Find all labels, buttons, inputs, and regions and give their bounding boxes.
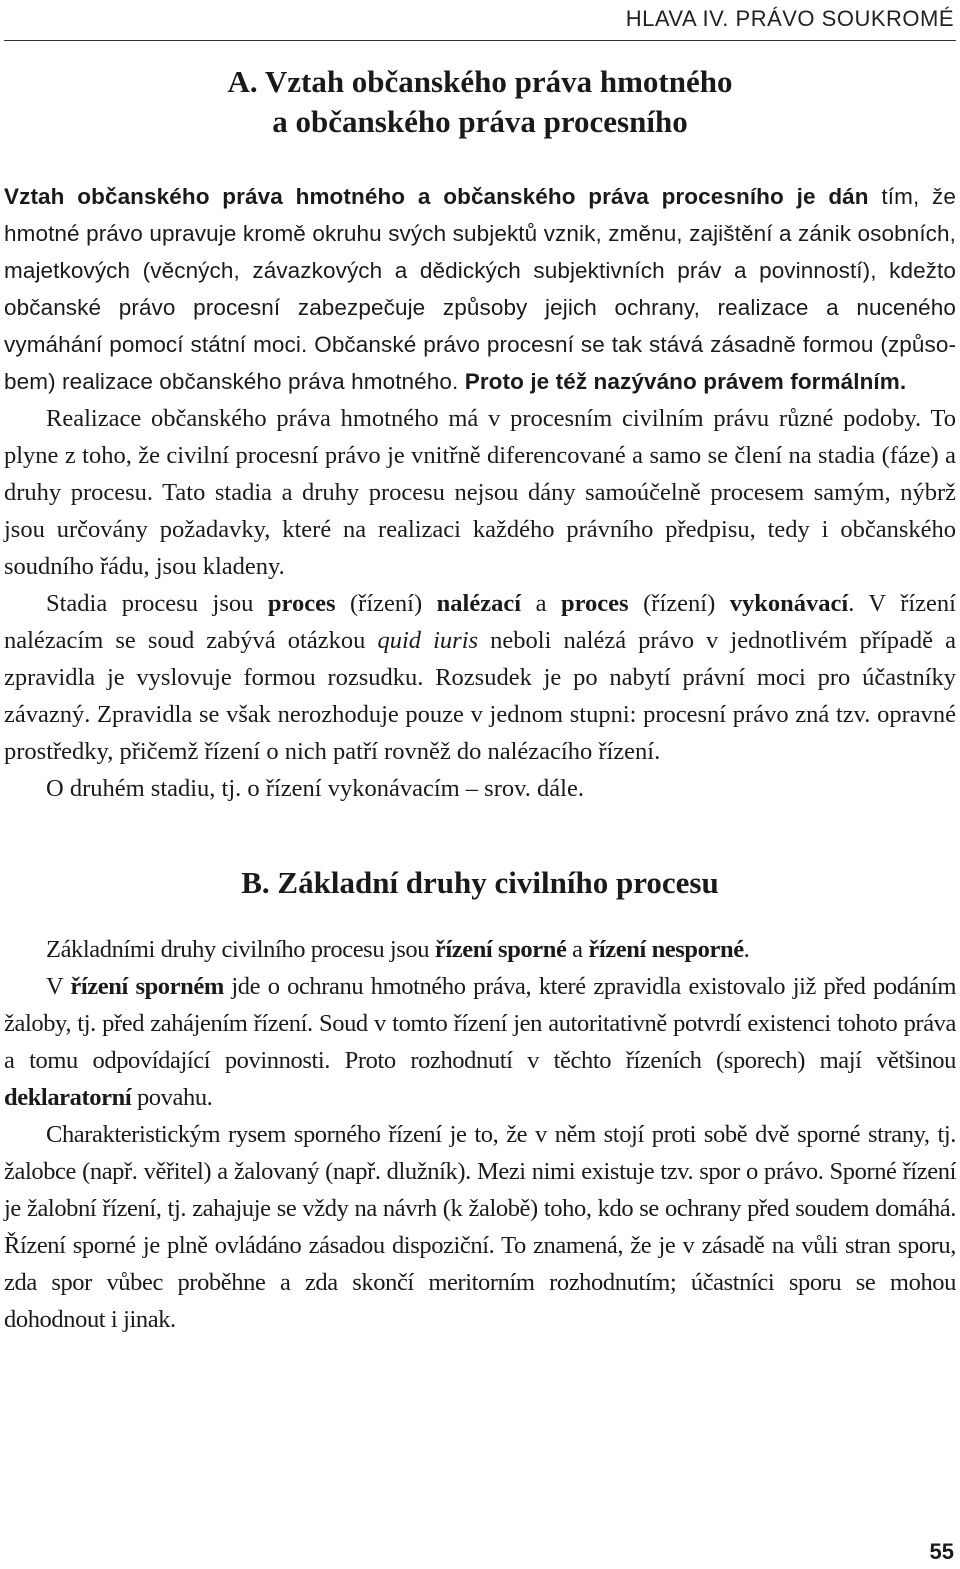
section-b-title: B. Základní druhy civilního procesu <box>241 865 719 900</box>
lead-bold-text: Vztah občanského práva hmotného a občanského práva procesního je dán <box>4 184 869 209</box>
paragraph-text: . V řízení nalézacím se soud zabývá otázkou <box>4 590 956 654</box>
paragraph-text: jde o ochranu hmotného práva, které zpravidla existovalo již před podáním žaloby, tj. před zahájením řízení. Soud v tomto řízení jen autoritativně potvrdí existenci tohoto práva a tomu odpovídající povinnosti. Proto rozhodnutí v těchto řízeních (sporech) mají většinou <box>4 973 956 1074</box>
paragraph-text: a <box>566 936 589 963</box>
paragraph-text: . <box>743 936 750 963</box>
paragraph-text: (řízení) <box>335 590 437 617</box>
section-b-paragraph-2 <box>4 968 956 1116</box>
section-a-paragraph-3 <box>4 585 956 770</box>
paragraph-text: povahu. <box>131 1084 213 1111</box>
term-vykonavaci: vykonávací <box>729 590 849 617</box>
page-number: 55 <box>929 1539 954 1564</box>
running-header: HLAVA IV. PRÁVO SOUKROMÉ <box>625 6 954 31</box>
header-rule <box>4 40 956 41</box>
term-rizeni-nesporne: řízení nesporné <box>588 936 744 963</box>
section-b-paragraph-1 <box>4 931 956 968</box>
section-a-title-line1: A. Vztah občanského práva hmotného <box>227 64 733 99</box>
term-deklaratorni: deklaratorní <box>4 1084 132 1111</box>
paragraph-text: Stadia procesu jsou <box>46 590 268 617</box>
section-b-paragraph-3: Charakteristickým rysem sporného řízení je to, že v něm stojí proti sobě dvě sporné strany, tj. žalobce (např. věřitel) a žalovaný (např. dlužník). Mezi nimi existuje tzv. spor o právo. Sporné řízení je žalobní řízení, tj. zahajuje se vždy na návrh (k žalobě) toho, kdo se ochrany před soudem domáhá. Řízení sporné je plně ovládáno zásadou dispoziční. To znamená, že je v zásadě na vůli stran sporu, zda spor vůbec proběhne a zda skončí meritorním rozhodnutím; účastníci sporu se mohou dohodnout i jinak. <box>4 1121 956 1333</box>
section-a-paragraph-2: Realizace občanského práva hmotného má v procesním civilním právu různé podoby. To plyne z toho, že civilní procesní právo je vnitřně diferencované a samo se člení na stadia (fáze) a druhy procesu. Tato stadia a druhy procesu nejsou dány samoúčelně procesem samým, nýbrž jsou určovány požadavky, které na realizaci každého právního předpisu, tedy i občanského soudního řádu, jsou kladeny. <box>4 405 956 580</box>
section-spacer <box>4 807 956 863</box>
section-a-paragraph-4: O druhém stadiu, tj. o řízení vykonávacím – srov. dále. <box>46 775 584 802</box>
paragraph-text: neboli nalézá právo v jednotlivém případě a zpravidla je vyslovuje formou rozsudku. Rozsudek je po nabytí právní moci pro účastníky závazný. Zpravidla se však nerozhoduje pouze v jednom stupni: procesní právo zná tzv. opravné prostředky, přičemž řízení o nich patří rovněž do nalézacího řízení. <box>4 627 956 765</box>
section-a-title-line2: a občanského práva procesního <box>272 104 688 139</box>
emphasis-bold-text: Proto je též nazýváno právem formálním. <box>464 369 907 394</box>
paragraph-text: (řízení) <box>628 590 730 617</box>
section-a-paragraph-1 <box>4 178 956 400</box>
term-nalezaci: nalézací <box>436 590 522 617</box>
paragraph-text: Základními druhy civilního procesu jsou <box>46 936 435 963</box>
paragraph-text: V <box>46 973 71 1000</box>
page-body <box>4 62 956 1338</box>
term-rizeni-spornem: řízení sporném <box>70 973 224 1000</box>
term-rizeni-sporne: řízení sporné <box>434 936 567 963</box>
section-a-title <box>4 62 956 142</box>
latin-term: quid iuris <box>377 627 479 654</box>
term-proces: proces <box>267 590 336 617</box>
paragraph-text: a <box>521 590 561 617</box>
term-proces: proces <box>561 590 629 617</box>
paragraph-text: tím, že hmotné právo upravuje kromě okruhu svých subjektů vznik, změnu, zajištění a zánik osobních, majetkových (věcných, závazkových a dědických subjektivních práv a povinností), kdežto občanské právo procesní zabezpečuje způsoby jejich ochrany, realizace a nuceného vymáhání pomocí státní moci. Občanské právo procesní se tak stává zásadně formou (způsobem) realizace občanského práva hmotného. <box>4 184 957 394</box>
